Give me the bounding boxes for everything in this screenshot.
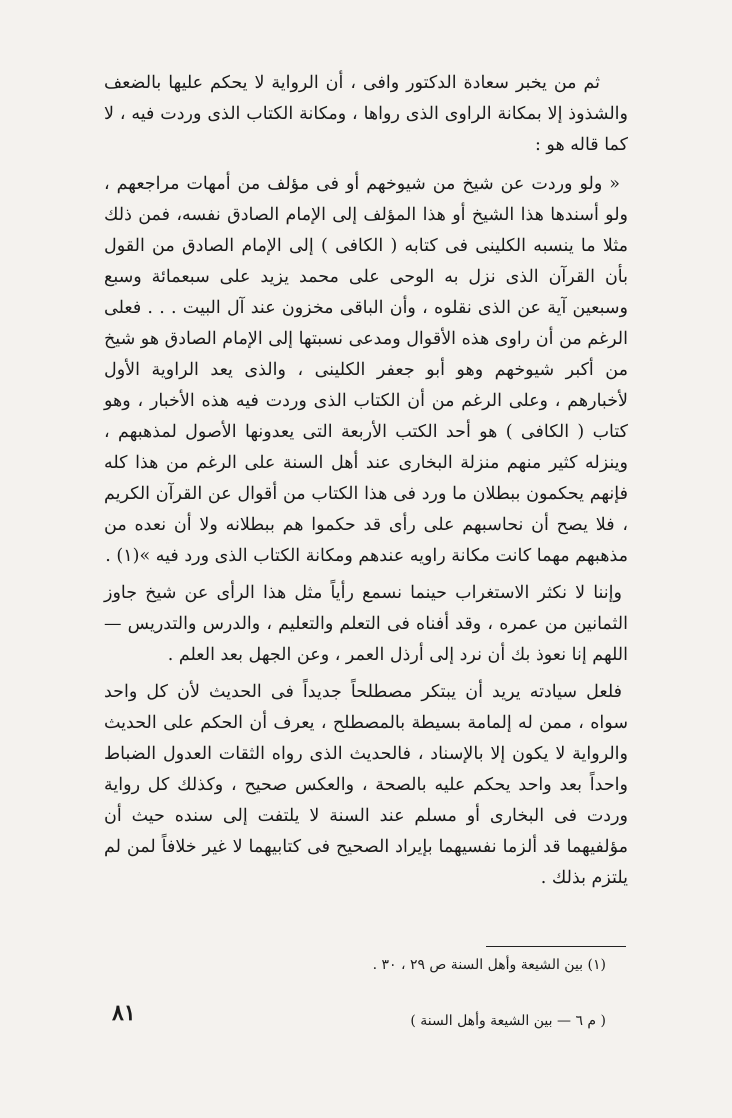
page-number: ٨١ bbox=[112, 1000, 136, 1026]
footnote-divider bbox=[486, 946, 626, 947]
main-text bbox=[104, 68, 628, 894]
paragraph-intro: ثم من يخبر سعادة الدكتور وافى ، أن الرواية لا يحكم عليها بالضعف والشذوذ إلا بمكانة الراوى الذى رواها ، ومكانة الكتاب الذى وردت فيه ، لا كما قاله هو : bbox=[104, 73, 628, 155]
quoted-passage: « ولو وردت عن شيخ من شيوخهم أو فى مؤلف من أمهات مراجعهم ، ولو أسندها هذا الشيخ أو هذا المؤلف إلى الإمام الصادق نفسه، فمن ذلك مثلا ما ينسبه الكلينى فى كتابه ( الكافى ) إلى الإمام الصادق من القول بأن القرآن الذى نزل به الوحى على محمد يزيد على سبعمائة وسبع وسبعين آية عن الذى نقلوه ، وأن الباقى مخزون عند آل البيت . . . فعلى الرغم من أن راوى هذه الأقوال ومدعى نسبتها إلى الإمام الصادق هو شيخ من أكبر شيوخهم وهو أبو جعفر الكلينى ، والذى يعد الراوية الأول لأخبارهم ، وعلى الرغم من أن الكتاب الذى وردت فيه هذه الأخبار ، وهو كتاب ( الكافى ) هو أحد الكتب الأربعة التى يعدونها الأصول لمذهبهم ، وينزله كثير منهم منزلة البخارى عند أهل السنة على الرغم من هذا كله فإنهم يحكمون ببطلان ما ورد فى هذا الكتاب من أقوال عن القرآن الكريم ، فلا يصح أن نحاسبهم على رأى قد حكموا هم ببطلانه ولا أن نعده من مذهبهم مهما كانت مكانة راويه عندهم ومكانة الكتاب الذى ورد فيه »(١) . bbox=[104, 174, 628, 566]
footnote: (١) بين الشيعة وأهل السنة ص ٢٩ ، ٣٠ . bbox=[372, 957, 606, 973]
paragraph-terminology: فلعل سيادته يريد أن يبتكر مصطلحاً جديداً فى الحديث لأن كل واحد سواه ، ممن له إلمامة بسيطة بالمصطلح ، يعرف أن الحكم على الحديث والرواية لا يكون إلا بالإسناد ، فالحديث الذى رواه الثقات العدول الضباط واحداً بعد واحد يحكم عليه بالصحة ، والعكس صحيح ، وكذلك كل رواية وردت فى البخارى أو مسلم عند السنة لا يلتفت إلى سنده حيث أن مؤلفيهما قد ألزما نفسيهما بإيراد الصحيح فى كتابيهما لا غير خلافاً لمن لم يلتزم بذلك . bbox=[104, 682, 628, 888]
running-footer: ( م ٦ — بين الشيعة وأهل السنة ) bbox=[410, 1013, 606, 1029]
paragraph-astonishment: وإننا لا نكثر الاستغراب حينما نسمع رأياً مثل هذا الرأى عن شيخ جاوز الثمانين من عمره ، وقد أفناه فى التعلم والتعليم ، والدرس والتدريس — اللهم إنا نعوذ بك أن نرد إلى أرذل العمر ، وعن الجهل بعد العلم . bbox=[104, 583, 628, 665]
